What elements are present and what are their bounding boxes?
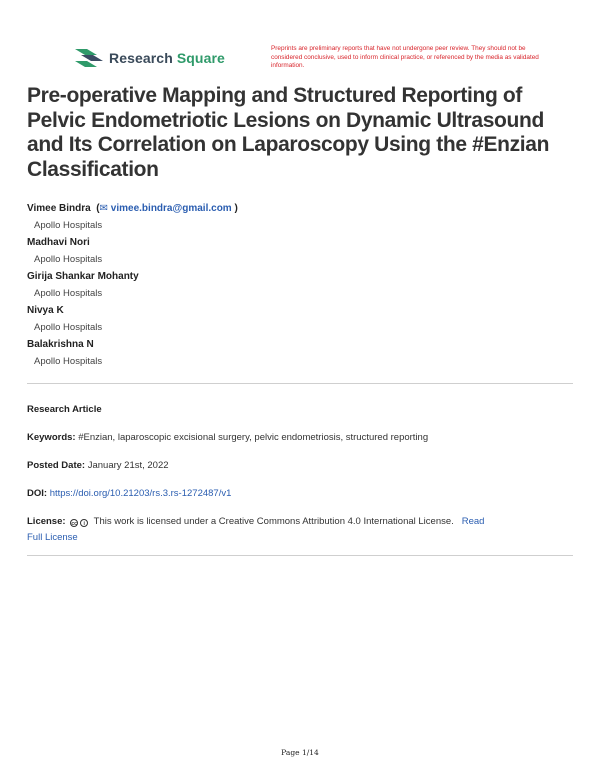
author-affiliation: Apollo Hospitals <box>34 220 103 231</box>
paper-title: Pre-operative Mapping and Structured Reporting of Pelvic Endometriotic Lesions on Dynamic Ultrasound and Its Correlation on Laparoscopy Using the #Enzian Classification <box>27 84 550 181</box>
license-text: This work is licensed under a Creative Commons Attribution 4.0 International License. <box>93 516 454 527</box>
email-open-paren: ( <box>93 203 100 214</box>
envelope-icon: ✉ <box>99 203 109 214</box>
article-type-text: Research Article <box>27 404 102 415</box>
divider-bottom <box>27 555 573 556</box>
email-close-paren: ) <box>231 203 238 214</box>
author-affiliation: Apollo Hospitals <box>34 254 103 265</box>
creative-commons-icons <box>70 519 88 527</box>
author-name: Balakrishna N <box>27 339 94 350</box>
doi-link[interactable]: https://doi.org/10.21203/rs.3.rs-1272487/v1 <box>49 488 232 499</box>
author-name: Madhavi Nori <box>27 237 90 248</box>
author-affiliation: Apollo Hospitals <box>34 288 103 299</box>
read-full-license-link-part1: Read <box>461 516 485 527</box>
license-line <box>27 514 573 546</box>
divider-top <box>27 383 573 384</box>
attribution-icon: i <box>80 519 88 527</box>
brand-word-square: Square <box>176 50 225 66</box>
keywords-label: Keywords: <box>27 432 76 443</box>
author-email-link[interactable] <box>100 203 232 214</box>
author-name: Girija Shankar Mohanty <box>27 271 139 282</box>
read-full-license-link-part2: Full License <box>27 532 78 543</box>
license-label: License: <box>27 516 66 527</box>
research-square-logo-icon <box>75 47 103 69</box>
author-email-text: vimee.bindra@gmail.com <box>110 203 232 214</box>
posted-date-value: January 21st, 2022 <box>87 460 169 471</box>
author-list <box>27 202 567 372</box>
preprint-notice: Preprints are preliminary reports that have not undergone peer review. They should not be considered conclusive, used to inform clinical practice, or referenced by the media as validated information. <box>271 45 539 70</box>
article-type <box>27 402 573 418</box>
posted-date-line <box>27 458 573 474</box>
author-name-text: Vimee Bindra <box>27 203 91 214</box>
posted-date-label: Posted Date: <box>27 460 86 471</box>
author-name: Nivya K <box>27 305 64 316</box>
brand-name <box>109 50 225 66</box>
doi-line <box>27 486 573 502</box>
author-name <box>27 202 567 219</box>
doi-label: DOI: <box>27 488 48 499</box>
keywords-line <box>27 430 573 446</box>
author-affiliation: Apollo Hospitals <box>34 356 103 367</box>
cc-icon: cc <box>71 521 77 527</box>
research-square-logo[interactable] <box>75 47 225 69</box>
author-affiliation: Apollo Hospitals <box>34 322 103 333</box>
brand-word-research: Research <box>109 50 173 66</box>
keywords-value: #Enzian, laparoscopic excisional surgery, pelvic endometriosis, structured reporting <box>78 432 429 443</box>
page-number: Page 1/14 <box>281 748 319 757</box>
